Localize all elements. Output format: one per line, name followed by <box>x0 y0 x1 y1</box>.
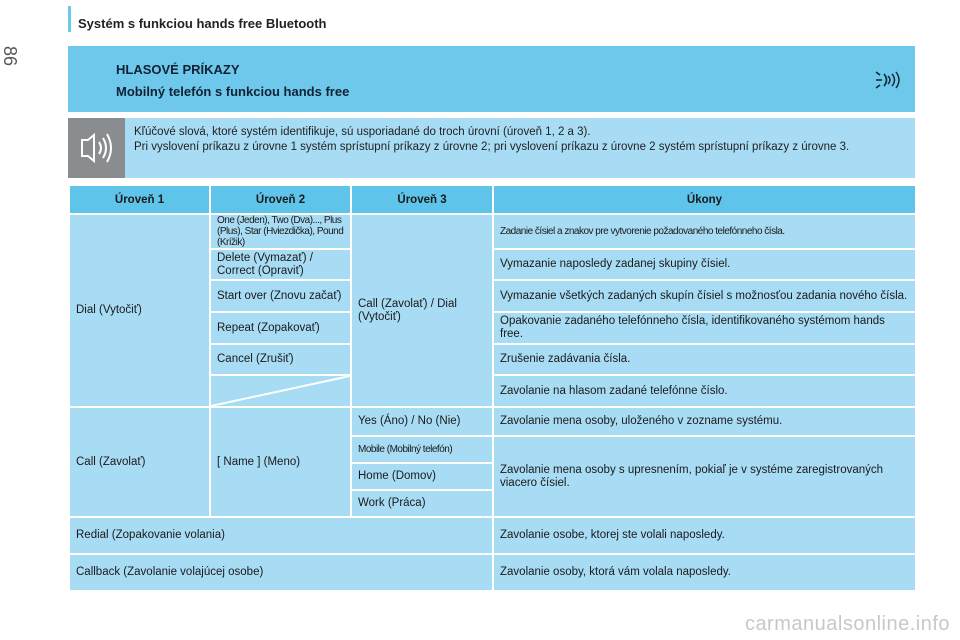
watermark: carmanualsonline.info <box>744 613 950 635</box>
speaker-voice-icon <box>68 118 125 178</box>
dial-cancel-command: Cancel (Zrušiť) <box>210 344 351 375</box>
dial-cancel-action: Zrušenie zadávania čísla. <box>493 344 916 375</box>
section-accent-bar <box>68 6 71 32</box>
header-subtitle: Mobilný telefón s funkciou hands free <box>116 84 350 99</box>
dial-digits-action: Zadanie čísiel a znakov pre vytvorenie požadovaného telefónneho čísla. <box>493 214 916 249</box>
intro-text <box>134 125 904 155</box>
voice-command-icon <box>873 68 901 94</box>
page-number: 86 <box>0 46 20 67</box>
table-row <box>69 214 916 249</box>
header-banner <box>68 46 915 112</box>
callback-command: Callback (Zavolanie volajúcej osobe) <box>69 554 493 591</box>
dial-delete-action: Vymazanie naposledy zadanej skupiny čísiel. <box>493 249 916 280</box>
dial-level-3: Call (Zavolať) / Dial (Vytočiť) <box>351 214 493 407</box>
call-option-mobile: Mobile (Mobilný telefón) <box>351 436 493 463</box>
intro-panel <box>68 118 915 178</box>
dial-delete-command: Delete (Vymazať) / Correct (Opraviť) <box>210 249 351 280</box>
header-level-2: Úroveň 2 <box>210 185 351 214</box>
table-row <box>69 407 916 436</box>
redial-command: Redial (Zopakovanie volania) <box>69 517 493 554</box>
intro-line-1: Kľúčové slová, ktoré systém identifikuje, sú usporiadané do troch úrovní (úroveň 1, 2 a 3). <box>134 126 591 138</box>
dial-start-over-action: Vymazanie všetkých zadaných skupín čísiel s možnosťou zadania nového čísla. <box>493 280 916 312</box>
call-level-1: Call (Zavolať) <box>69 407 210 517</box>
dial-repeat-action: Opakovanie zadaného telefónneho čísla, identifikovaného systémom hands free. <box>493 312 916 344</box>
call-option-work: Work (Práca) <box>351 490 493 517</box>
dial-empty-cell <box>210 375 351 407</box>
header-title: HLASOVÉ PRÍKAZY <box>116 62 240 77</box>
dial-level-1: Dial (Vytočiť) <box>69 214 210 407</box>
header-level-1: Úroveň 1 <box>69 185 210 214</box>
callback-action: Zavolanie osoby, ktorá vám volala naposledy. <box>493 554 916 591</box>
call-level-2: [ Name ] (Meno) <box>210 407 351 517</box>
call-option-home: Home (Domov) <box>351 463 493 490</box>
dial-start-over-command: Start over (Znovu začať) <box>210 280 351 312</box>
call-yes-no-action: Zavolanie mena osoby, uloženého v zozname systému. <box>493 407 916 436</box>
call-yes-no: Yes (Áno) / No (Nie) <box>351 407 493 436</box>
dial-repeat-command: Repeat (Zopakovať) <box>210 312 351 344</box>
header-actions: Úkony <box>493 185 916 214</box>
intro-line-2: Pri vyslovení príkazu z úrovne 1 systém sprístupní príkazy z úrovne 2; pri vyslovení príkazu z úrovne 2 systém sprístupní príkazy z úrovne 3. <box>134 141 850 153</box>
section-title: Systém s funkciou hands free Bluetooth <box>78 16 327 31</box>
table-row <box>69 517 916 554</box>
voice-commands-table <box>68 184 917 592</box>
dial-call-action: Zavolanie na hlasom zadané telefónne číslo. <box>493 375 916 407</box>
diagonal-line <box>211 376 350 406</box>
call-options-action: Zavolanie mena osoby s upresnením, pokiaľ je v systéme zaregistrovaných viacero čísiel. <box>493 436 916 517</box>
table-row <box>69 554 916 591</box>
dial-digits-command: One (Jeden), Two (Dva)..., Plus (Plus), Star (Hviezdička), Pound (Krížik) <box>210 214 351 249</box>
table-header-row <box>69 185 916 214</box>
header-level-3: Úroveň 3 <box>351 185 493 214</box>
intro-icon-box <box>68 118 125 178</box>
redial-action: Zavolanie osobe, ktorej ste volali naposledy. <box>493 517 916 554</box>
